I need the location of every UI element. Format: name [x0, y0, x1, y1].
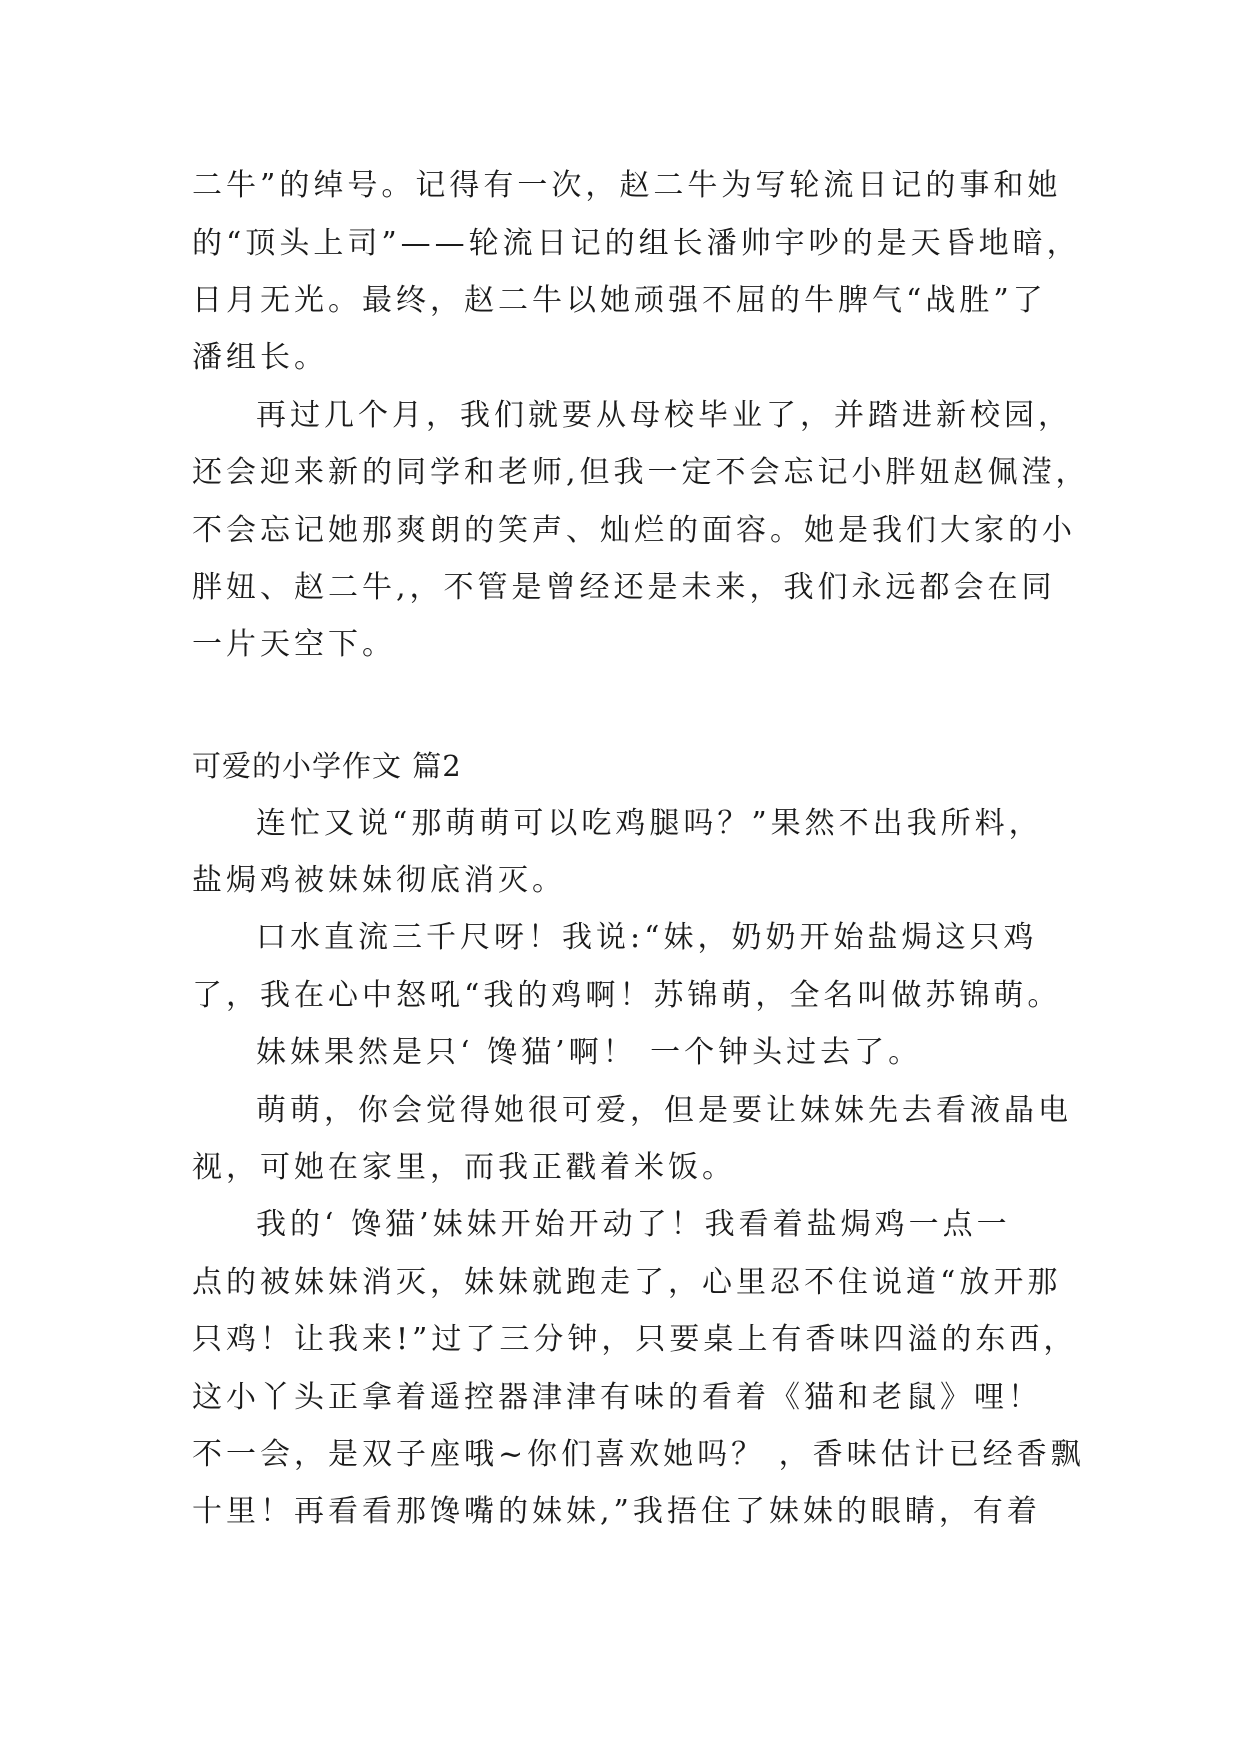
paragraph-line: 口水直流三千尺呀！我说:“妹，奶奶开始盐焗这只鸡: [256, 920, 1038, 955]
paragraph-line: 视，可她在家里，而我正戳着米饭。: [192, 1150, 736, 1185]
paragraph-line: 二牛”的绰号。记得有一次，赵二牛为写轮流日记的事和她: [192, 168, 1062, 203]
paragraph-line: 盐焗鸡被妹妹彻底消灭。: [192, 863, 566, 898]
paragraph-line: 妹妹果然是只‘ 馋猫’啊！ 一个钟头过去了。: [256, 1035, 923, 1070]
paragraph-line: 再过几个月，我们就要从母校毕业了，并踏进新校园，: [256, 398, 1072, 433]
paragraph-line: 我的‘ 馋猫’妹妹开始开动了！我看着盐焗鸡一点一: [256, 1207, 1011, 1242]
section-heading: 可爱的小学作文 篇2: [192, 749, 462, 783]
paragraph-line: 的“顶头上司”——轮流日记的组长潘帅宇吵的是天昏地暗，: [192, 226, 1081, 261]
paragraph-line: 不会忘记她那爽朗的笑声、灿烂的面容。她是我们大家的小: [192, 513, 1076, 548]
paragraph-line: 不一会，是双子座哦~你们喜欢她吗？ ，香味估计已经香飘: [192, 1437, 1085, 1472]
paragraph-line: 这小丫头正拿着遥控器津津有味的看着《猫和老鼠》哩！: [192, 1380, 1042, 1415]
paragraph-line: 一片天空下。: [192, 627, 396, 662]
paragraph-line: 连忙又说“那萌萌可以吃鸡腿吗？”果然不出我所料，: [256, 806, 1043, 841]
paragraph-line: 点的被妹妹消灭，妹妹就跑走了，心里忍不住说道“放开那: [192, 1265, 1062, 1300]
paragraph-line: 只鸡！让我来!”过了三分钟，只要桌上有香味四溢的东西，: [192, 1322, 1078, 1357]
paragraph-line: 潘组长。: [192, 340, 328, 375]
paragraph-line: 了，我在心中怒吼“我的鸡啊！苏锦萌，全名叫做苏锦萌。: [192, 978, 1062, 1013]
paragraph-line: 萌萌，你会觉得她很可爱，但是要让妹妹先去看液晶电: [256, 1093, 1072, 1128]
paragraph-line: 还会迎来新的同学和老师,但我一定不会忘记小胖妞赵佩滢，: [192, 455, 1090, 490]
paragraph-line: 胖妞、赵二牛,，不管是曾经还是未来，我们永远都会在同: [192, 570, 1056, 605]
paragraph-line: 十里！再看看那馋嘴的妹妹,”我捂住了妹妹的眼睛，有着: [192, 1494, 1041, 1529]
paragraph-line: 日月无光。最终，赵二牛以她顽强不屈的牛脾气“战胜”了: [192, 283, 1047, 318]
